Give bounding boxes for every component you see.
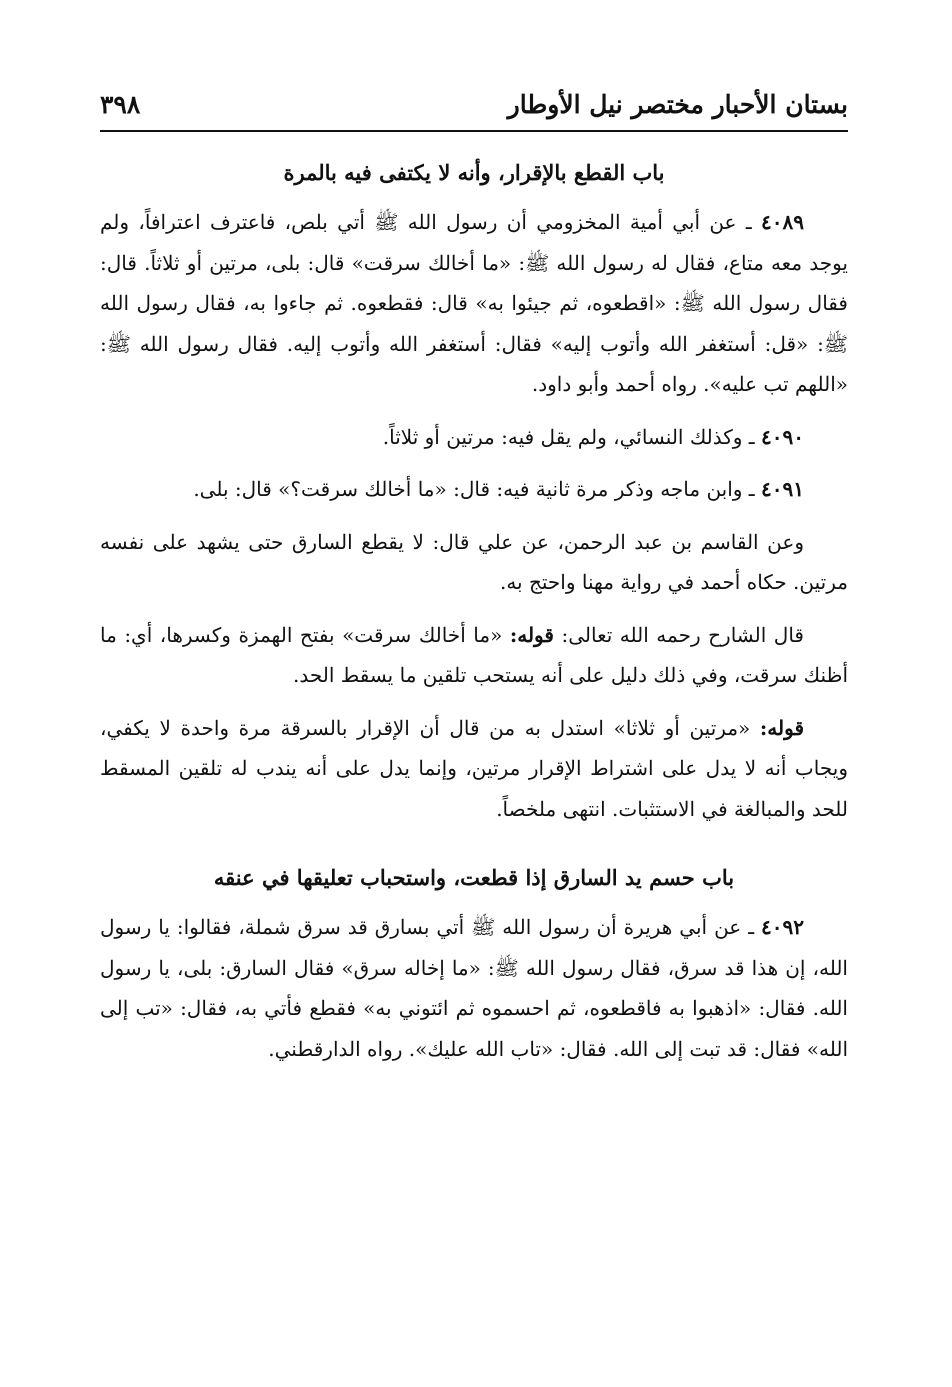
commentary-paragraph-1 [100,615,848,696]
chapter-heading-2: باب حسم يد السارق إذا قطعت، واستحباب تعليقها في عنقه [213,865,735,890]
hadith-4089 [100,202,848,405]
hadith-number: ٤٠٩١ [761,477,804,501]
commentary-keyword: قوله: [509,622,554,647]
paragraph-text: وعن القاسم بن عبد الرحمن، عن علي قال: لا يقطع السارق حتى يشهد على نفسه مرتين. حكاه أحمد في رواية مهنا واحتج به. [100,529,848,594]
running-header [100,86,848,132]
narration-paragraph [100,522,848,603]
hadith-4092 [100,907,848,1069]
page-number: ٣٩٨ [100,90,141,119]
hadith-4091 [100,469,848,510]
hadith-text: ـ عن أبي هريرة أن رسول الله ﷺ أتي بسارق قد سرق شملة، فقالوا: يا رسول الله، إن هذا قد سرق، فقال رسول الله ﷺ: «ما إخاله سرق» فقال السارق: بلى، يا رسول الله. فقال: «اذهبوا به فاقطعوه، ثم احسموه ثم ائتوني به» فقطع فأتي به، فقال: «تب إلى الله» فقال: قد تبت إلى الله. فقال: «تاب الله عليك». رواه الدارقطني. [100,915,848,1061]
book-page [100,86,848,1081]
hadith-text: ـ عن أبي أمية المخزومي أن رسول الله ﷺ أتي بلص، فاعترف اعترافاً، ولم يوجد معه متاع، فقال له رسول الله ﷺ: «ما أخالك سرقت» قال: بلى، مرتين أو ثلاثاً. قال: فقال رسول الله ﷺ: «اقطعوه، ثم جيئوا به» قال: فقطعوه. ثم جاءوا به، فقال رسول الله ﷺ: «قل: أستغفر الله وأتوب إليه» فقال: أستغفر الله وأتوب إليه. فقال رسول الله ﷺ: «اللهم تب عليه». رواه أحمد وأبو داود. [100,210,848,396]
commentary-paragraph-2 [100,708,848,830]
hadith-number: ٤٠٩٢ [761,915,804,939]
commentary-lead: قال الشارح رحمه الله تعالى: [553,622,804,647]
hadith-number: ٤٠٩٠ [761,424,804,449]
commentary-text: «مرتين أو ثلاثا» استدل به من قال أن الإقرار بالسرقة مرة واحدة لا يكفي، ويجاب أنه لا يدل على اشتراط الإقرار مرتين، وإنما يدل على أنه يندب له تلقين المسقط للحد والمبالغة في الاستثبات. انتهى ملخصاً. [100,715,848,821]
commentary-text: «ما أخالك سرقت» بفتح الهمزة وكسرها، أي: ما أظنك سرقت، وفي ذلك دليل على أنه يستحب تلقين ما يسقط الحد. [100,622,848,687]
commentary-keyword: قوله: [759,715,804,740]
hadith-text: ـ وابن ماجه وذكر مرة ثانية فيه: قال: «ما أخالك سرقت؟» قال: بلى. [193,477,762,501]
hadith-4090 [100,417,848,458]
book-title: بستان الأحبار مختصر نيل الأوطار [507,90,848,119]
chapter-heading-1: باب القطع بالإقرار، وأنه لا يكتفى فيه بالمرة [283,160,665,185]
hadith-text: ـ وكذلك النسائي، ولم يقل فيه: مرتين أو ثلاثاً. [382,424,762,449]
hadith-number: ٤٠٨٩ [761,210,804,234]
